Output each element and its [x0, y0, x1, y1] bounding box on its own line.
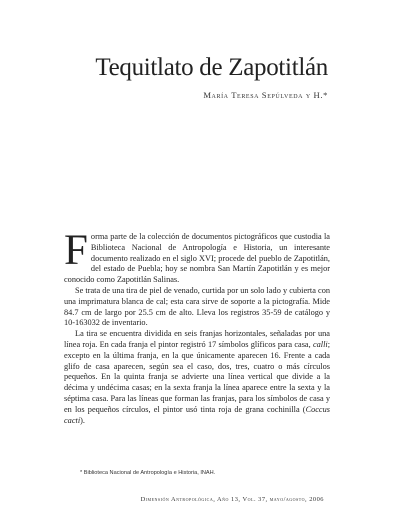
- journal-citation: Dimensión Antropológica, Año 13, Vol. 37, mayo/agosto, 2006: [140, 496, 324, 503]
- paragraph-3-text-b: ; excepto en la última franja, en la que únicamente aparecen 16. Frente a cada glifo de casa aparecen, según sea el caso, dos, tres, cuatro o más círculos pequeños. En la quinta franja se advierte una línea vertical que divide a la décima y undécima casas; en la sexta franja la línea aparece entre la sexta y la séptima casa. Para las líneas que forman las franjas, para los símbolos de casa y en los pequeños círculos, el pintor usó tinta roja de grana cochinilla (: [64, 339, 330, 414]
- paragraph-2: Se trata de una tira de piel de venado, curtida por un solo lado y cubierta con una imprimatura blanca de cal; esta cara sirve de soporte a la pictografía. Mide 84.7 cm de largo por 25.5 cm de alto. Lleva los registros 35-59 de catálogo y 10-163032 de inventario.: [64, 285, 330, 328]
- paragraph-3-calli: calli: [312, 339, 328, 349]
- paragraph-3: [64, 329, 330, 426]
- article-author: María Teresa Sepúlveda y H.*: [203, 90, 328, 100]
- drop-cap: F: [64, 227, 88, 274]
- article-title: Tequitlato de Zapotitlán: [95, 54, 328, 81]
- paragraph-3-coccus: Coccus cacti: [64, 404, 330, 425]
- paragraph-1: [64, 227, 330, 286]
- footnote: * Biblioteca Nacional de Antropología e Historia, INAH.: [80, 470, 216, 476]
- paragraph-3-text-a: La tira se encuentra dividida en seis franjas horizontales, señaladas por una línea roja. En cada franja el pintor registró 17 símbolos glíficos para casa,: [64, 329, 330, 349]
- running-footer: [141, 496, 330, 503]
- paragraph-1-text: orma parte de la colección de documentos pictográficos que custodia la Biblioteca Nacional de Antropología e Historia, un interesante documento realizado en el siglo XVI; procede del pueblo de Zapotitlán, del estado de Puebla; hoy se nombra San Martín Zapotitlán y es mejor conocido como Zapotitlán Salinas.: [64, 232, 330, 285]
- article-body: [64, 227, 330, 426]
- paragraph-3-text-c: ).: [80, 415, 85, 425]
